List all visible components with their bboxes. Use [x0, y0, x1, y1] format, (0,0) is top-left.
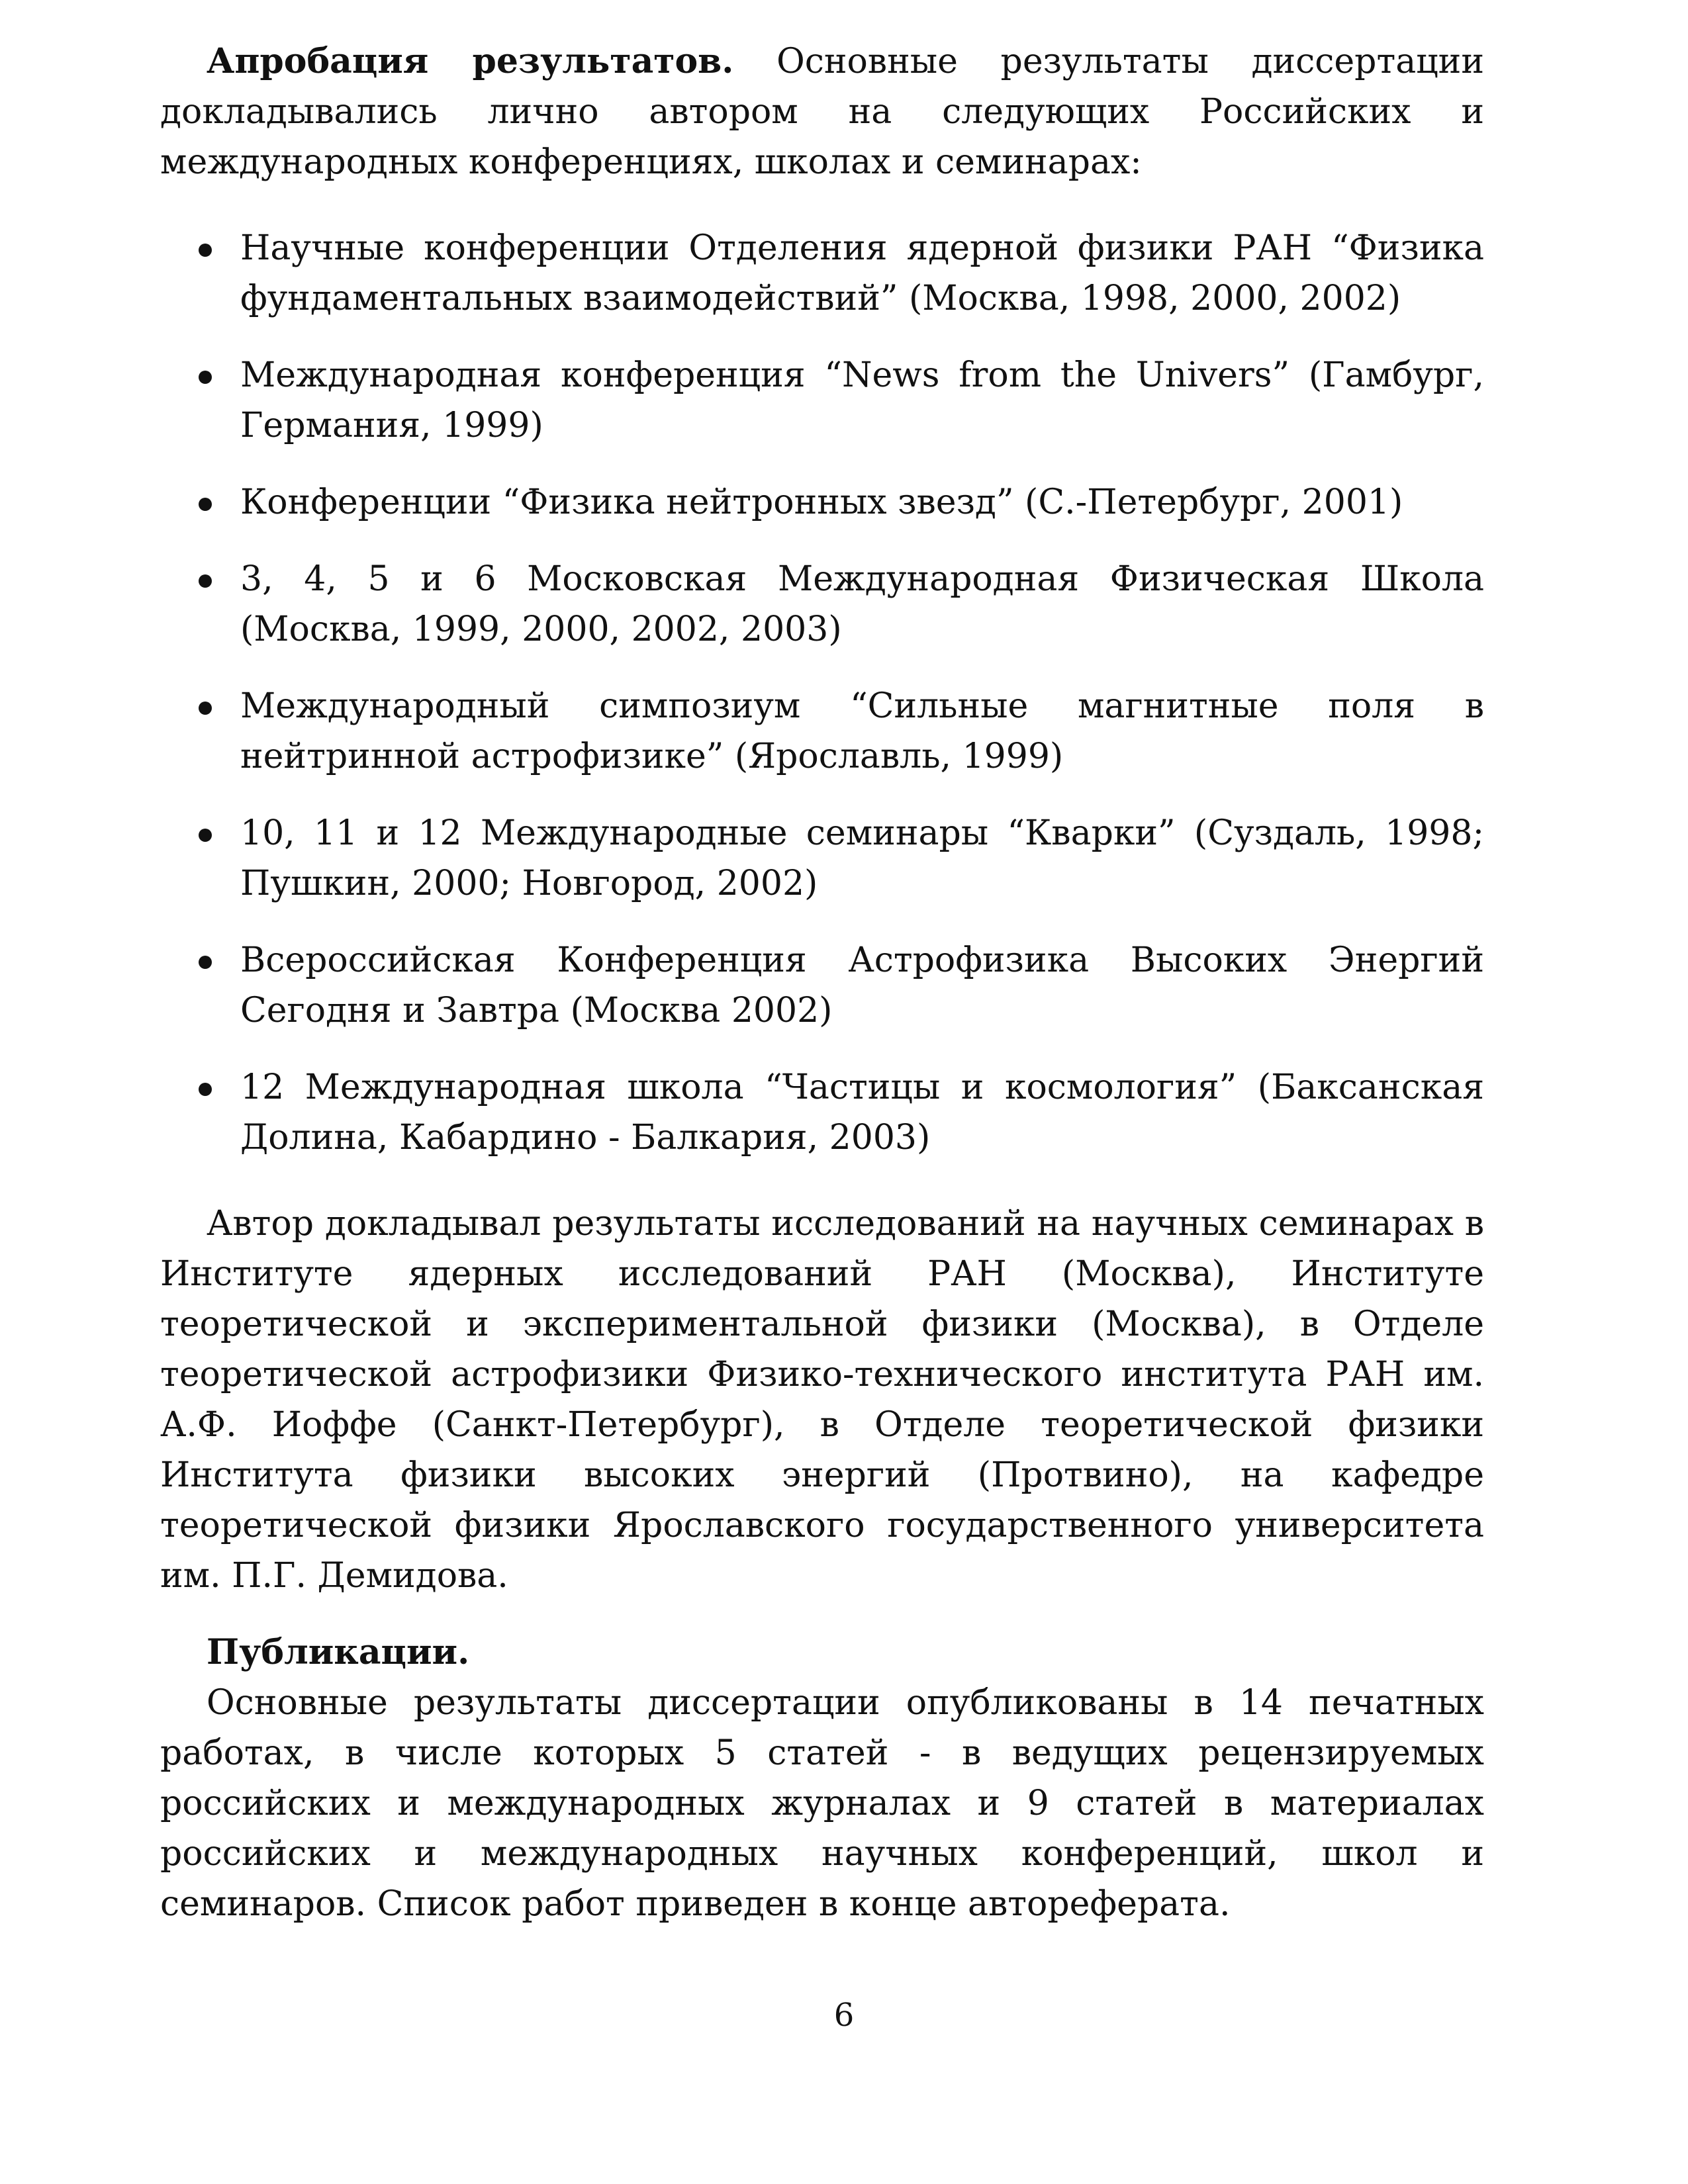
list-item [160, 681, 1484, 782]
list-item [160, 935, 1484, 1036]
bullet-icon [199, 702, 212, 715]
list-item [160, 1062, 1484, 1163]
list-item [160, 554, 1484, 655]
publications-heading: Публикации. [207, 1632, 470, 1672]
approbation-heading: Апробация результатов. [207, 41, 734, 81]
bullet-icon [199, 371, 212, 384]
list-item-text: Конференции “Физика нейтронных звезд” (С.-Петербург, 2001) [240, 482, 1403, 522]
list-item [160, 808, 1484, 909]
bullet-icon [199, 956, 212, 969]
list-item [160, 477, 1484, 527]
bullet-icon [199, 1083, 212, 1096]
list-item [160, 350, 1484, 451]
bullet-icon [199, 498, 212, 511]
list-item [160, 223, 1484, 324]
list-item-text: 12 Международная школа “Частицы и космология” (Баксанская Долина, Кабардино - Балкария, 2003) [240, 1068, 1484, 1158]
list-item-text: Международная конференция “News from the Univers” (Гамбург, Германия, 1999) [240, 355, 1484, 445]
conference-list [160, 223, 1484, 1163]
list-item-text: Международный симпозиум “Сильные магнитные поля в нейтринной астрофизике” (Ярославль, 1999) [240, 686, 1484, 776]
list-item-text: Научные конференции Отделения ядерной физики РАН “Физика фундаментальных взаимодействий” (Москва, 1998, 2000, 2002) [240, 228, 1484, 318]
list-item-text: Всероссийская Конференция Астрофизика Высоких Энергий Сегодня и Завтра (Москва 2002) [240, 940, 1484, 1030]
document-page [160, 36, 1484, 1929]
list-item-text: 10, 11 и 12 Международные семинары “Кварки” (Суздаль, 1998; Пушкин, 2000; Новгород, 2002) [240, 813, 1484, 903]
list-item-text: 3, 4, 5 и 6 Московская Международная Физическая Школа (Москва, 1999, 2000, 2002, 2003) [240, 559, 1484, 649]
seminars-paragraph: Автор докладывал результаты исследований на научных семинарах в Институте ядерных исследований РАН (Москва), Институте теоретической и экспериментальной физики (Москва), в Отделе теоретической астрофизики Физико-технического института РАН им. А.Ф. Иоффе (Санкт-Петербург), в Отделе теоретической физики Института физики высоких энергий (Протвино), на кафедре теоретической физики Ярославского государственного университета им. П.Г. Демидова. [160, 1204, 1484, 1596]
publications-paragraph: Основные результаты диссертации опубликованы в 14 печатных работах, в числе которых 5 статей - в ведущих рецензируемых российских и международных журналах и 9 статей в материалах российских и международных научных конференций, школ и семинаров. Список работ приведен в конце автореферата. [160, 1683, 1484, 1924]
bullet-icon [199, 829, 212, 842]
bullet-icon [199, 574, 212, 588]
page-number: 6 [833, 1997, 855, 2034]
approbation-paragraph [160, 36, 1484, 187]
bullet-icon [199, 244, 212, 257]
approbation-intro: Основные результаты диссертации докладывались лично автором на следующих Российских и международных конференциях, школах и семинарах: [160, 42, 1484, 182]
